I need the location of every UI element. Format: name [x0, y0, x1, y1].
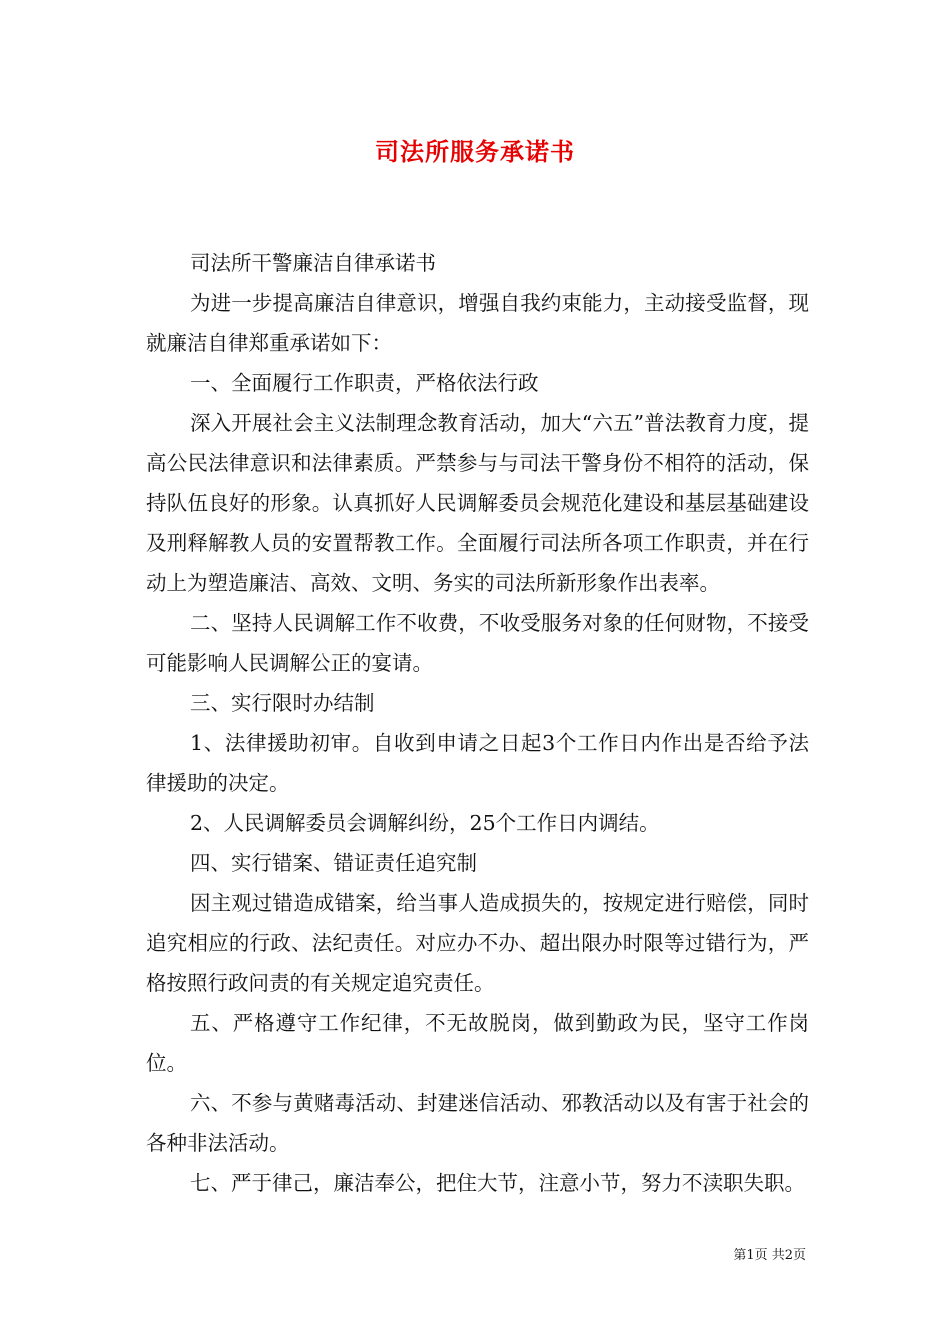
paragraph-heading-3: 三、实行限时办结制: [190, 691, 375, 715]
paragraph-heading-7: 七、严于律己，廉洁奉公，把住大节，注意小节，努力不渎职失职。: [190, 1171, 805, 1195]
paragraph-subtitle: 司法所干警廉洁自律承诺书: [190, 251, 436, 275]
paragraph-item-3-2: 2、人民调解委员会调解纠纷，25个工作日内调结。: [190, 811, 660, 835]
paragraph-heading-5: 五、严格遵守工作纪律，不无故脱岗，做到勤政为民，坚守工作岗位。: [146, 1011, 809, 1075]
paragraph-heading-6: 六、不参与黄赌毒活动、封建迷信活动、邪教活动以及有害于社会的各种非法活动。: [146, 1091, 809, 1155]
paragraph-heading-4: 四、实行错案、错证责任追究制: [190, 851, 477, 875]
paragraph-item-3-1: 1、法律援助初审。自收到申请之日起3个工作日内作出是否给予法律援助的决定。: [146, 731, 809, 795]
paragraph-section-1: 深入开展社会主义法制理念教育活动，加大“六五”普法教育力度，提高公民法律意识和法律素质。严禁参与与司法干警身份不相符的活动，保持队伍良好的形象。认真抓好人民调解委员会规范化建设和基层基础建设及刑释解教人员的安置帮教工作。全面履行司法所各项工作职责，并在行动上为塑造廉洁、高效、文明、务实的司法所新形象作出表率。: [146, 411, 809, 595]
paragraph-section-4: 因主观过错造成错案，给当事人造成损失的，按规定进行赔偿，同时追究相应的行政、法纪责任。对应办不办、超出限办时限等过错行为，严格按照行政问责的有关规定追究责任。: [146, 891, 809, 995]
page-number-footer: 第1页 共2页: [733, 1248, 806, 1263]
paragraph-heading-1: 一、全面履行工作职责，严格依法行政: [190, 371, 539, 395]
document-body: [146, 243, 809, 1203]
document-title: 司法所服务承诺书: [375, 137, 575, 166]
paragraph-intro: 为进一步提高廉洁自律意识，增强自我约束能力，主动接受监督，现就廉洁自律郑重承诺如下：: [146, 291, 809, 355]
paragraph-heading-2: 二、坚持人民调解工作不收费，不收受服务对象的任何财物，不接受可能影响人民调解公正的宴请。: [146, 611, 809, 675]
